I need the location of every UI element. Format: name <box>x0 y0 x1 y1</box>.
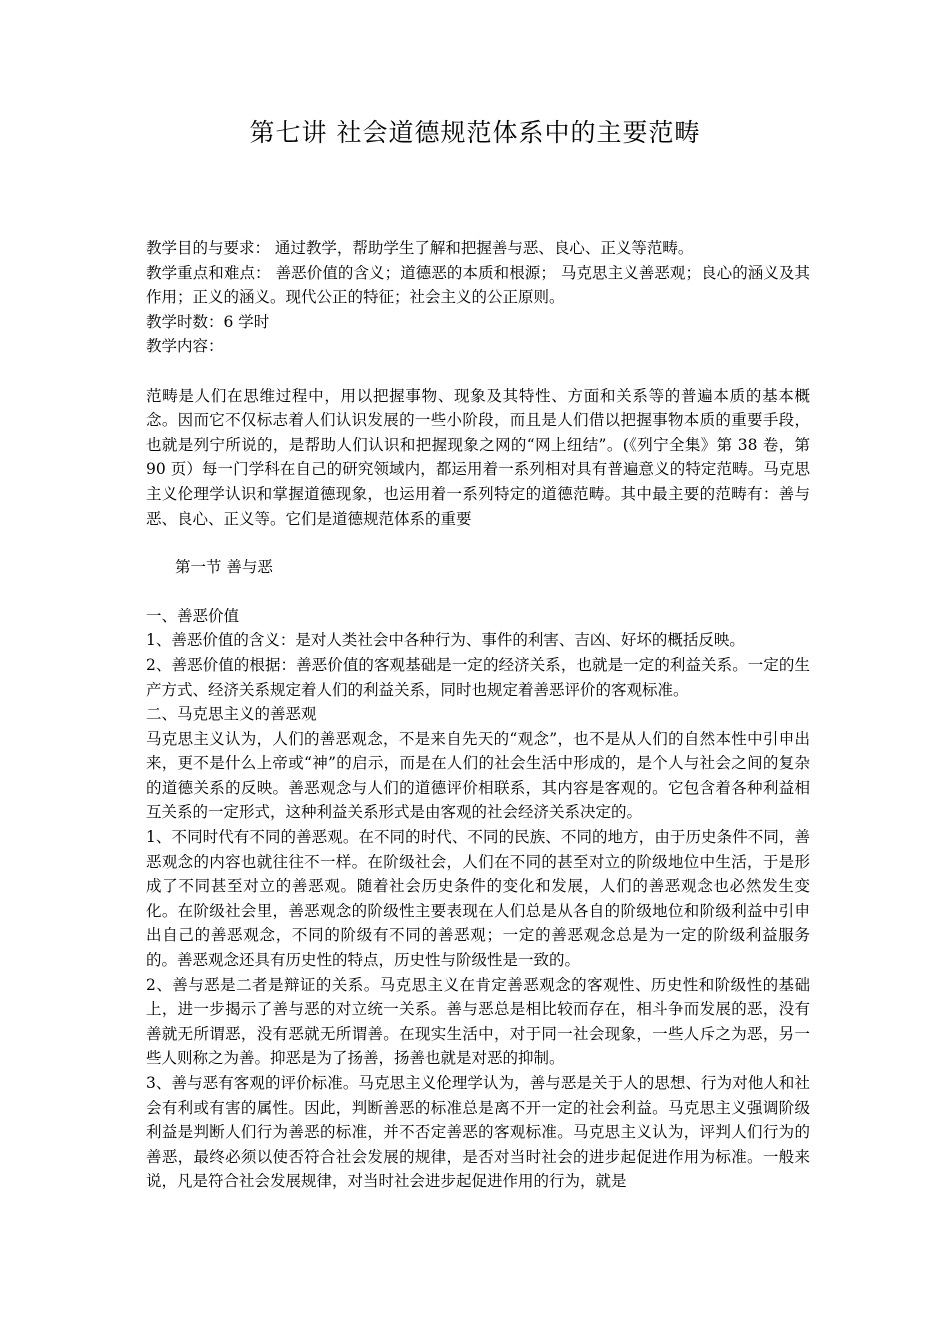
paragraph-4: 1、不同时代有不同的善恶观。在不同的时代、不同的民族、不同的地方，由于历史条件不同，善恶观念的内容也就往往不一样。在阶级社会，人们在不同的甚至对立的阶级地位中生活，于是形成了不同甚至对立的善恶观。随着社会历史条件的变化和发展，人们的善恶观念也必然发生变化。在阶级社会里，善恶观念的阶级性主要表现在人们总是从各自的阶级地位和阶级利益中引申出自己的善恶观念，不同的阶级有不同的善恶观；一定的善恶观念总是为一定的阶级利益服务的。善恶观念还具有历史性的特点，历史性与阶级性是一致的。 <box>146 828 810 970</box>
page-title: 第七讲 社会道德规范体系中的主要范畴 <box>249 118 701 147</box>
teaching-objective: 教学目的与要求： 通过教学，帮助学生了解和把握善与恶、良心、正义等范畴。 <box>146 239 694 257</box>
spacer <box>146 531 810 555</box>
paragraph-6: 3、善与恶有客观的评价标准。马克思主义伦理学认为，善与恶是关于人的思想、行为对他人和社会有利或有害的属性。因此，判断善恶的标准总是离不开一定的社会利益。马克思主义强调阶级利益是判断人们行为善恶的标准，并不否定善恶的客观标准。马克思主义认为，评判人们行为的善恶，最终必须以使否符合社会发展的规律，是否对当时社会的进步起促进作用为标准。一般来说，凡是符合社会发展规律，对当时社会进步起促进作用的行为，就是 <box>146 1074 810 1191</box>
section-heading: 第一节 善与恶 <box>175 558 273 577</box>
teaching-key-points: 教学重点和难点： 善恶价值的含义；道德恶的本质和根源； 马克思主义善恶观；良心的涵义及其作用；正义的涵义。现代公正的特征；社会主义的公正原则。 <box>146 263 810 307</box>
document-body <box>146 236 810 1194</box>
spacer <box>146 359 810 384</box>
spacer <box>146 580 810 604</box>
part2-heading: 二、马克思主义的善恶观 <box>146 705 317 724</box>
teaching-content-label: 教学内容： <box>146 337 224 356</box>
intro-paragraph: 范畴是人们在思维过程中，用以把握事物、现象及其特性、方面和关系等的普遍本质的基本概念。因而它不仅标志着人们认识发展的一些小阶段，而且是人们借以把握事物本质的重要手段，也就是列宁所说的，是帮助人们认识和把握现象之网的“网上纽结”。(《列宁全集》第 38 卷，第 90 页）每一门学科在自己的研究领域内，都运用着一系列相对具有普遍意义的特定范畴。马克思主义伦理学认识和掌握道德现象，也运用着一系列特定的道德范畴。其中最主要的范畴有：善与恶、良心、正义等。它们是道德规范体系的重要 <box>146 386 810 528</box>
paragraph-5: 2、善与恶是二者是辩证的关系。马克思主义在肯定善恶观念的客观性、历史性和阶级性的基础上，进一步揭示了善与恶的对立统一关系。善与恶总是相比较而存在，相斗争而发展的恶，没有善就无所谓恶，没有恶就无所谓善。在现实生活中，对于同一社会现象，一些人斥之为恶，另一些人则称之为善。抑恶是为了扬善，扬善也就是对恶的抑制。 <box>146 975 810 1068</box>
paragraph-1: 1、善恶价值的含义：是对人类社会中各种行为、事件的利害、吉凶、好坏的概括反映。 <box>146 631 745 650</box>
paragraph-2: 2、善恶价值的根据：善恶价值的客观基础是一定的经济关系，也就是一定的利益关系。一定的生产方式、经济关系规定着人们的利益关系，同时也规定着善恶评价的客观标准。 <box>146 655 810 699</box>
part1-heading: 一、善恶价值 <box>146 606 240 625</box>
paragraph-3: 马克思主义认为，人们的善恶观念，不是来自先天的“观念”，也不是从人们的自然本性中引申出来，更不是什么上帝或“神”的启示，而是在人们的社会生活中形成的，是个人与社会之间的复杂的道德关系的反映。善恶观念与人们的道德评价相联系，其内容是客观的。它包含着各种利益相互关系的一定形式，这种利益关系形式是由客观的社会经济关系决定的。 <box>146 729 810 822</box>
teaching-hours: 教学时数：6 学时 <box>146 312 270 331</box>
